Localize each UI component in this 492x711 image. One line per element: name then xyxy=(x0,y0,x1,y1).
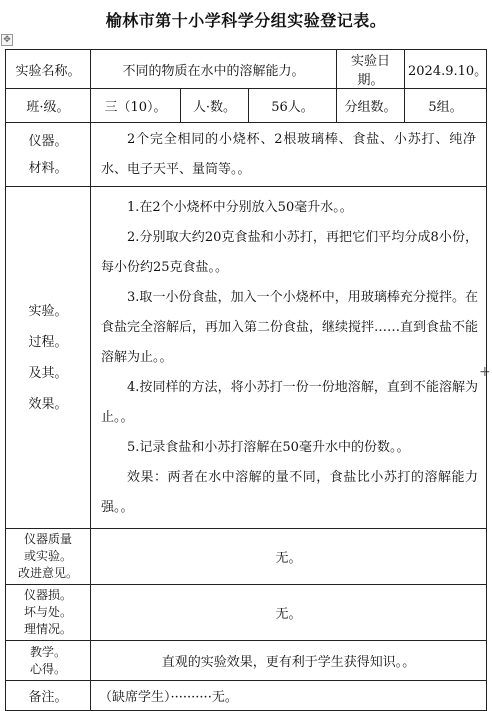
experiment-name-value[interactable]: 不同的物质在水中的溶解能力。 xyxy=(91,50,337,89)
process-step: 4.按同样的方法，将小苏打一份一份地溶解，直到不能溶解为止。。 xyxy=(101,379,479,425)
table-row xyxy=(6,585,487,641)
materials-label-line2: 材料。 xyxy=(28,160,68,176)
experiment-name-label: 实验名称。 xyxy=(6,50,91,89)
class-label: 班·级。 xyxy=(6,89,91,123)
table-row xyxy=(6,681,487,711)
process-steps[interactable] xyxy=(91,187,487,529)
quality-value[interactable]: 无。 xyxy=(91,529,487,585)
people-count-label: 人·数。 xyxy=(181,89,249,123)
group-count-value[interactable]: 5组。 xyxy=(405,89,487,123)
quality-label-line1: 仪器质量 xyxy=(23,532,72,546)
class-value[interactable]: 三（10）。 xyxy=(91,89,181,123)
insight-label-line2: 心得。 xyxy=(29,661,66,676)
process-label-line1: 实验。 xyxy=(28,303,68,319)
damage-label-line2: 坏与处。 xyxy=(23,605,72,619)
process-step: 5.记录食盐和小苏打溶解在50毫升水中的份数。。 xyxy=(127,439,410,455)
damage-label-line3: 理情况。 xyxy=(23,622,72,636)
experiment-register-table xyxy=(5,49,487,711)
process-label-line2: 过程。 xyxy=(28,334,68,350)
materials-label xyxy=(6,123,91,187)
remarks-value[interactable]: （缺席学生）··········无。 xyxy=(91,681,487,711)
process-label-line4: 效果。 xyxy=(28,396,68,412)
process-label xyxy=(6,187,91,529)
table-move-handle-icon[interactable]: ✥ xyxy=(1,34,13,46)
document-title: 榆林市第十小学科学分组实验登记表。 xyxy=(105,11,387,30)
experiment-date-label: 实验日期。 xyxy=(337,50,405,89)
remarks-label: 备注。 xyxy=(6,681,91,711)
quality-label-line3: 改进意见。 xyxy=(17,566,78,580)
insight-label xyxy=(6,641,91,681)
table-row xyxy=(6,89,487,123)
insight-label-line1: 教学。 xyxy=(29,644,66,659)
people-count-value[interactable]: 56人。 xyxy=(249,89,337,123)
table-row xyxy=(6,50,487,89)
damage-value[interactable]: 无。 xyxy=(91,585,487,641)
table-row xyxy=(6,123,487,187)
damage-label xyxy=(6,585,91,641)
process-result: 效果：两者在水中溶解的量不同，食盐比小苏打的溶解能力强。。 xyxy=(101,469,479,515)
quality-label xyxy=(6,529,91,585)
group-count-label: 分组数。 xyxy=(337,89,405,123)
process-step: 3.取一小份食盐，加入一个小烧杯中，用玻璃棒充分搅拌。在食盐完全溶解后，再加入第二份食盐，继续搅拌……直到食盐不能溶解为止。。 xyxy=(101,289,479,365)
experiment-date-value[interactable]: 2024.9.10。 xyxy=(405,50,487,89)
materials-text[interactable]: 2个完全相同的小烧杯、2根玻璃棒、食盐、小苏打、纯净水、电子天平、量筒等。。 xyxy=(91,123,487,187)
add-row-icon[interactable]: + xyxy=(479,364,491,380)
damage-label-line1: 仪器损。 xyxy=(23,588,72,602)
table-row xyxy=(6,187,487,529)
materials-label-line1: 仪器。 xyxy=(28,133,68,149)
process-step: 1.在2个小烧杯中分别放入50毫升水。。 xyxy=(127,199,353,215)
process-step: 2.分别取大约20克食盐和小苏打，再把它们平均分成8小份，每小份约25克食盐。。 xyxy=(101,229,479,275)
table-row xyxy=(6,529,487,585)
process-label-line3: 及其。 xyxy=(28,365,68,381)
quality-label-line2: 或实验。 xyxy=(23,549,72,563)
insight-value[interactable]: 直观的实验效果，更有利于学生获得知识。。 xyxy=(91,641,487,681)
table-row xyxy=(6,641,487,681)
